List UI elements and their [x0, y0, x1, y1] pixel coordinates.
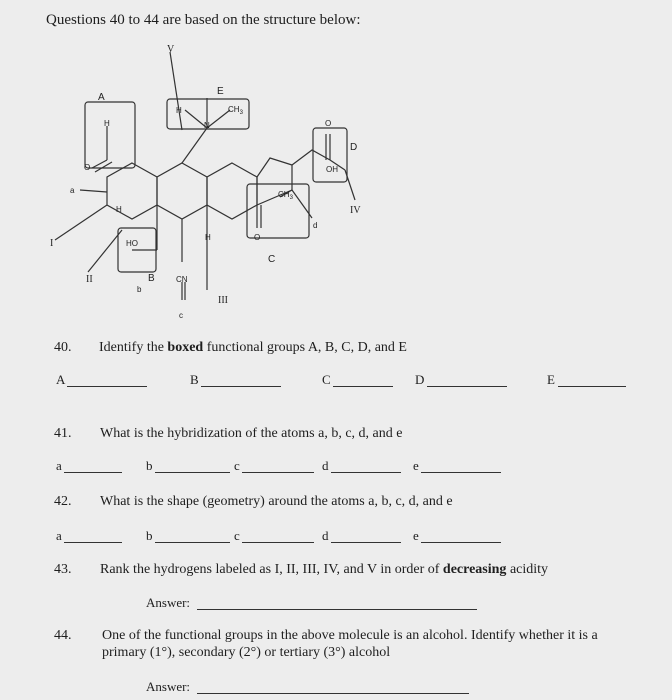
q43-answer-blank[interactable] — [197, 609, 477, 610]
label-atom-b: b — [137, 285, 142, 294]
label-H-III: III — [218, 295, 228, 306]
atom-H-lower: H — [205, 233, 211, 242]
q41-blank-d[interactable] — [331, 472, 401, 473]
q41-blank-c[interactable] — [242, 472, 314, 473]
label-H-I: I — [50, 238, 54, 249]
q43-text: Rank the hydrogens labeled as I, II, III, IV, and V in order of decreasing acidity — [100, 562, 549, 577]
q40-blank-E[interactable] — [558, 386, 626, 387]
q41-blank-e[interactable] — [421, 472, 501, 473]
q41-blank-a-label: a — [56, 458, 62, 473]
q40-blank-B[interactable] — [201, 386, 281, 387]
molecule-structure — [0, 0, 672, 330]
q41-blank-d-label: d — [322, 458, 329, 473]
atom-HO: HO — [126, 239, 138, 248]
q40-blank-A-label: A — [56, 372, 66, 387]
section-header: Questions 40 to 44 are based on the structure below: — [46, 12, 361, 28]
atom-O-acid: O — [325, 119, 332, 128]
atom-CH3-amine: $CH_3$ — [228, 105, 243, 116]
q40-blank-D[interactable] — [427, 386, 507, 387]
q41-blank-b-label: b — [146, 458, 153, 473]
q42-blank-c[interactable] — [242, 542, 314, 543]
q42-blank-a[interactable] — [64, 542, 122, 543]
ring-2 — [157, 163, 207, 219]
q42-blank-d[interactable] — [331, 542, 401, 543]
label-box-D: D — [350, 142, 358, 153]
q40-blank-B-label: B — [190, 372, 199, 387]
atom-CN: CN — [176, 275, 188, 284]
q44-answer-blank[interactable] — [197, 693, 469, 694]
q42-blank-b-label: b — [146, 528, 153, 543]
label-H-IV: IV — [350, 205, 361, 216]
atom-CH3-ring: $CH_3$ — [278, 190, 293, 201]
label-box-C: C — [268, 254, 276, 265]
label-H-V: V — [167, 44, 175, 55]
q41-text: What is the hybridization of the atoms a, b, c, d, and e — [100, 426, 403, 441]
q44-number: 44. — [54, 628, 72, 643]
label-box-A: A — [98, 92, 105, 103]
q42-blank-b[interactable] — [155, 542, 230, 543]
atom-OH-acid: OH — [326, 165, 338, 174]
q40-blank-E-label: E — [547, 372, 555, 387]
q43-answer-label: Answer: — [146, 595, 191, 610]
q40-blank-C[interactable] — [333, 386, 393, 387]
q41-number: 41. — [54, 426, 72, 441]
label-atom-a: a — [70, 186, 75, 195]
q44-text-line2: primary (1°), secondary (2°) or tertiary (3°) alcohol — [102, 645, 391, 660]
atom-O-ketone: O — [254, 233, 261, 242]
atom-H-aldehyde: H — [104, 119, 110, 128]
q41-blank-a[interactable] — [64, 472, 122, 473]
q44-text-line1: One of the functional groups in the above molecule is an alcohol. Identify whether it is a — [102, 628, 598, 643]
atom-O-aldehyde: O — [84, 163, 91, 172]
q40-blank-A[interactable] — [67, 386, 147, 387]
q40-text: Identify the boxed functional groups A, B, C, D, and E — [99, 340, 407, 355]
q43-number: 43. — [54, 562, 72, 577]
q40-blank-C-label: C — [322, 372, 331, 387]
atom-N: N — [204, 121, 210, 130]
q42-blank-d-label: d — [322, 528, 329, 543]
q42-number: 42. — [54, 494, 72, 509]
q42-blank-a-label: a — [56, 528, 62, 543]
label-H-II: II — [86, 274, 93, 285]
q42-blank-c-label: c — [234, 528, 240, 543]
ring-1 — [107, 163, 157, 219]
label-box-B: B — [148, 273, 155, 284]
q42-blank-e-label: e — [413, 528, 419, 543]
q44-answer-label: Answer: — [146, 679, 191, 694]
atom-H-amine: H — [176, 106, 182, 115]
label-atom-c: c — [179, 311, 183, 320]
atom-H-ring: H — [116, 205, 122, 214]
ring-3 — [207, 163, 257, 219]
q41-blank-c-label: c — [234, 458, 240, 473]
q42-blank-e[interactable] — [421, 542, 501, 543]
label-atom-d: d — [313, 221, 318, 230]
label-box-E: E — [217, 86, 224, 97]
q41-blank-b[interactable] — [155, 472, 230, 473]
q40-blank-D-label: D — [415, 372, 425, 387]
q42-text: What is the shape (geometry) around the atoms a, b, c, d, and e — [100, 494, 453, 509]
q40-number: 40. — [54, 340, 72, 355]
q41-blank-e-label: e — [413, 458, 419, 473]
